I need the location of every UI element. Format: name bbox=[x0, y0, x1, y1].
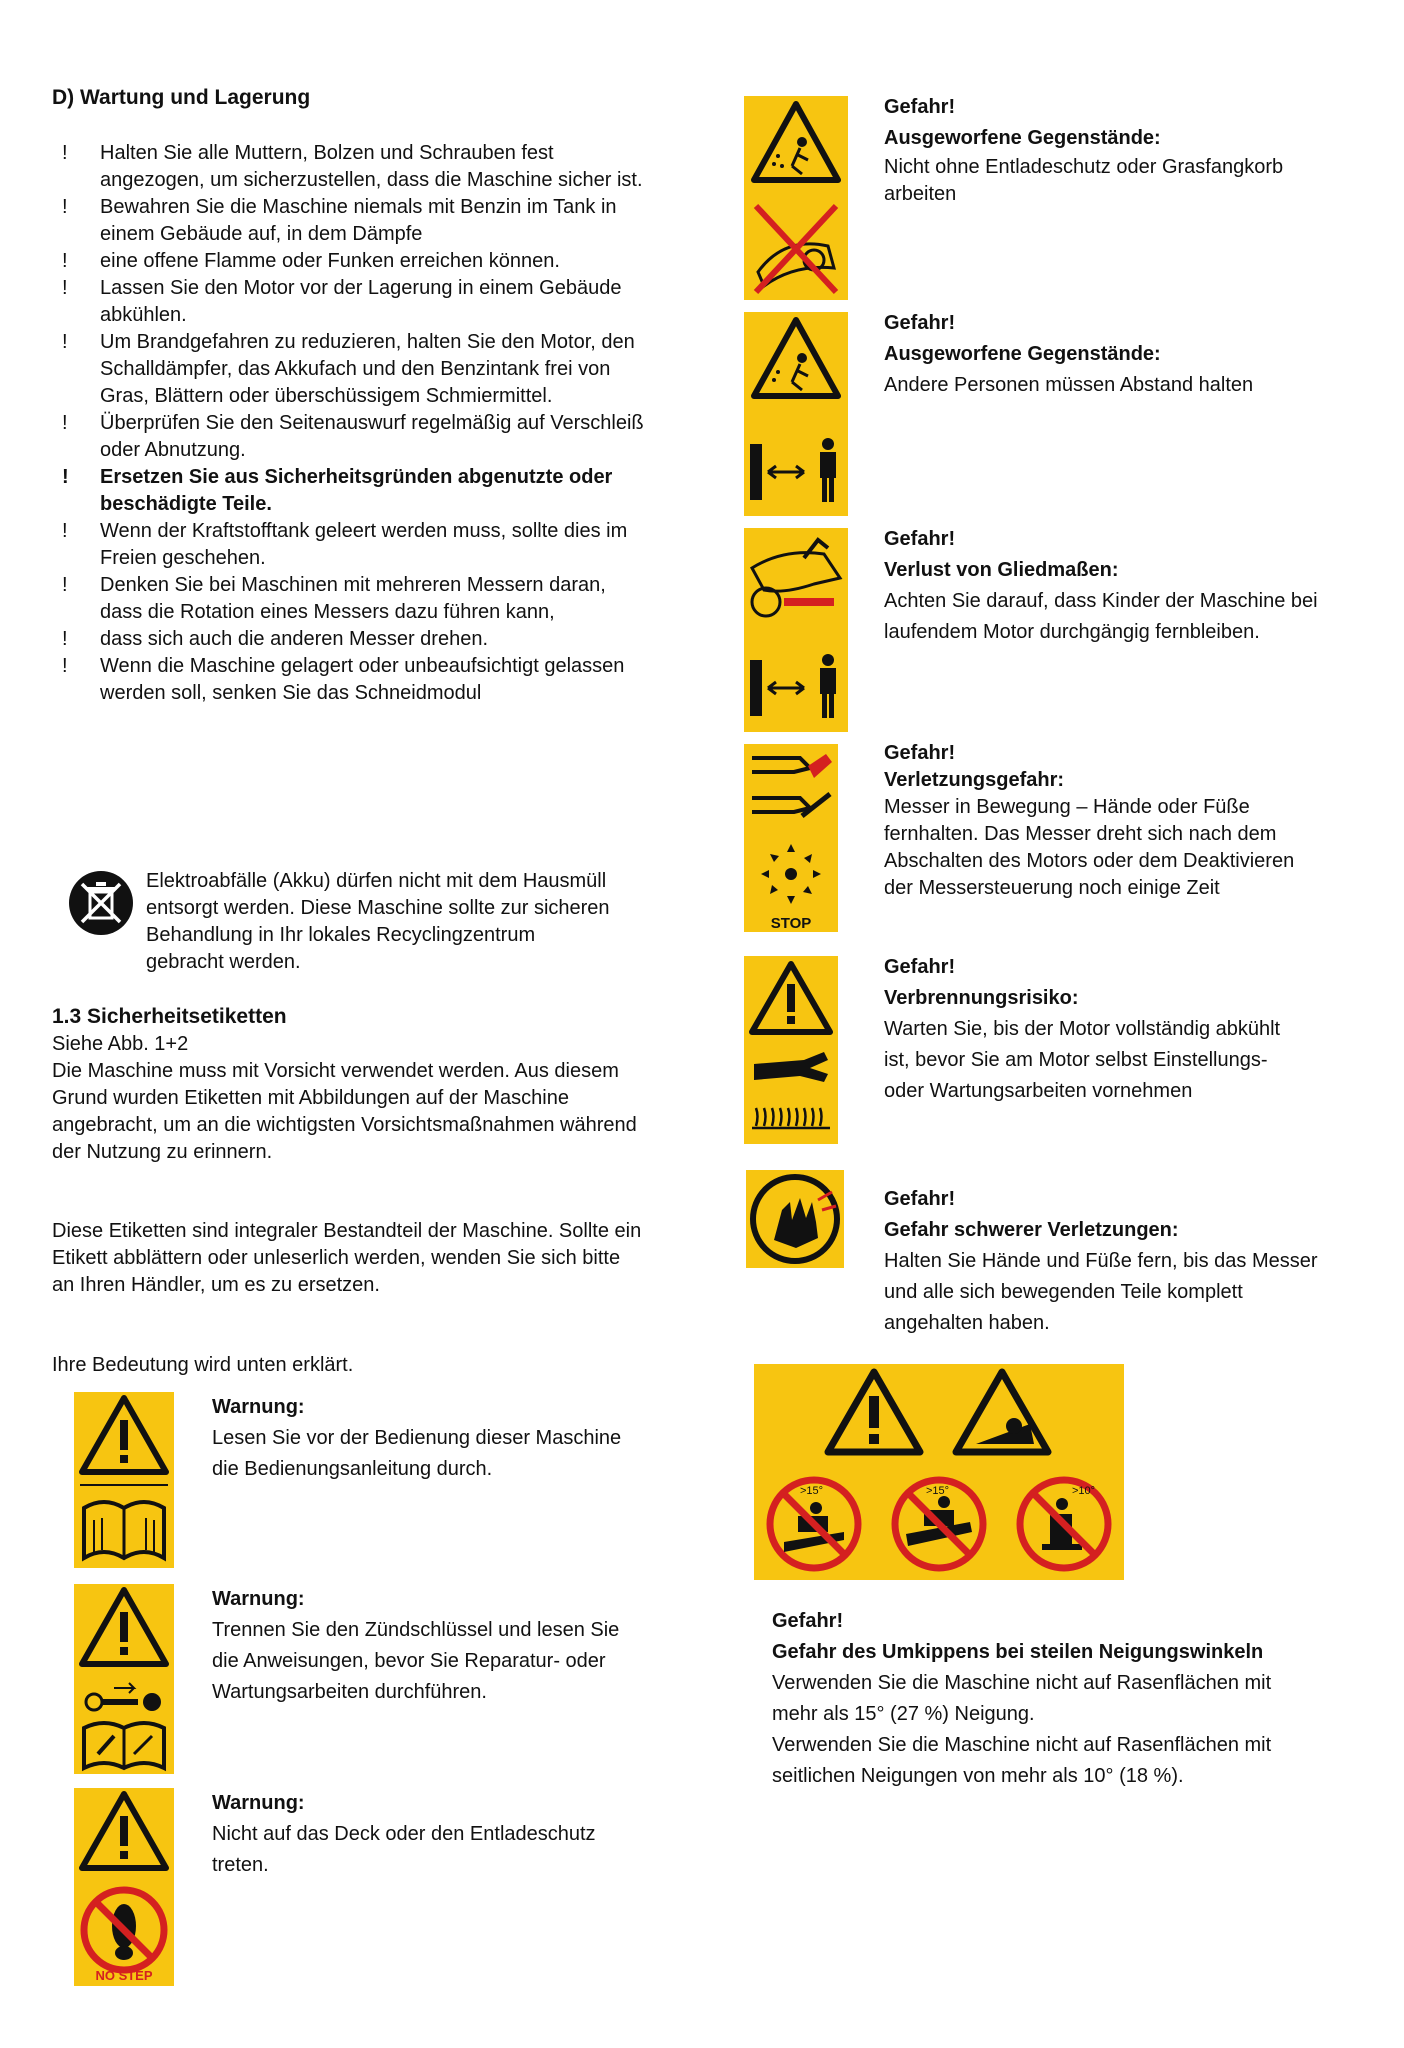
bullet-text: Halten Sie alle Muttern, Bolzen und Schrauben fest angezogen, um sicherzustellen, dass die Maschine sicher ist. bbox=[100, 142, 643, 191]
bullet-text: Bewahren Sie die Maschine niemals mit Benzin im Tank in einem Gebäude auf, in dem Dämpfe bbox=[100, 196, 617, 245]
right-label-2-subtitle: Ausgeworfene Gegenstände: bbox=[884, 343, 1161, 365]
burn-risk-label-icon bbox=[744, 956, 838, 1144]
remove-key-label-icon bbox=[74, 1584, 174, 1774]
maintenance-bullet-item bbox=[52, 329, 652, 410]
slope-icon-1-text: >15° bbox=[800, 1485, 824, 1497]
read-manual-label-icon bbox=[74, 1392, 174, 1568]
maintenance-bullet-item bbox=[52, 572, 652, 626]
slope-desc-1: Verwenden Sie die Maschine nicht auf Rasenflächen mit mehr als 15° (27 %) Neigung. bbox=[772, 1672, 1272, 1725]
maintenance-bullet-item bbox=[52, 518, 652, 572]
slope-warning-label-icon bbox=[754, 1364, 1124, 1580]
maintenance-bullet-item bbox=[52, 194, 652, 248]
meaning-paragraph: Ihre Bedeutung wird unten erklärt. bbox=[52, 1354, 354, 1376]
right-label-2-caption bbox=[884, 308, 1324, 401]
left-label-3-desc: Nicht auf das Deck oder den Entladeschutz treten. bbox=[212, 1823, 596, 1876]
bullet-marker: ! bbox=[62, 466, 69, 488]
section-d-title: D) Wartung und Lagerung bbox=[52, 86, 311, 109]
left-label-2-caption bbox=[212, 1584, 632, 1708]
slope-caption bbox=[772, 1606, 1292, 1792]
intro-paragraph: Die Maschine muss mit Vorsicht verwendet werden. Aus diesem Grund wurden Etiketten mit Abbildungen auf der Maschine angebracht, um an die wichtigsten Vorsichtsmaßnahmen während der Nutzung zu erinnern. bbox=[52, 1060, 637, 1163]
stop-icon-text: STOP bbox=[770, 915, 812, 932]
left-label-2-desc: Trennen Sie den Zündschlüssel und lesen Sie die Anweisungen, bevor Sie Reparatur- oder Wartungsarbeiten durchführen. bbox=[212, 1619, 620, 1703]
left-label-3-caption bbox=[212, 1788, 632, 1881]
right-label-4-caption bbox=[884, 740, 1304, 902]
bullet-marker: ! bbox=[62, 277, 68, 299]
maintenance-bullet-item bbox=[52, 464, 652, 518]
right-label-2-desc: Andere Personen müssen Abstand halten bbox=[884, 374, 1254, 396]
maintenance-bullet-item bbox=[52, 626, 652, 653]
thrown-objects-deflector-label-icon bbox=[744, 96, 848, 300]
right-label-1-caption bbox=[884, 92, 1324, 208]
maintenance-bullet-list bbox=[52, 140, 652, 707]
right-label-1-subtitle: Ausgeworfene Gegenstände: bbox=[884, 127, 1161, 149]
left-label-1-caption bbox=[212, 1392, 632, 1485]
bullet-marker: ! bbox=[62, 412, 68, 434]
right-label-6-desc: Halten Sie Hände und Füße fern, bis das Messer und alle sich bewegenden Teile komplett angehalten haben. bbox=[884, 1250, 1318, 1334]
bullet-marker: ! bbox=[62, 628, 68, 650]
serious-injury-label-icon bbox=[746, 1170, 844, 1268]
right-label-5-caption bbox=[884, 952, 1304, 1107]
weee-text: Elektroabfälle (Akku) dürfen nicht mit dem Hausmüll entsorgt werden. Diese Maschine sollte zur sicheren Behandlung in Ihr lokales Recyclingzentrum gebracht werden. bbox=[146, 870, 610, 973]
left-label-1-title: Warnung: bbox=[212, 1396, 305, 1418]
slope-title: Gefahr! bbox=[772, 1610, 844, 1632]
no-step-icon-text: NO STEP bbox=[95, 1968, 153, 1983]
maintenance-bullet-item bbox=[52, 653, 652, 707]
maintenance-bullet-item bbox=[52, 410, 652, 464]
maintenance-bullet-item bbox=[52, 140, 652, 194]
right-label-5-title: Gefahr! bbox=[884, 956, 956, 978]
weee-icon bbox=[68, 870, 134, 936]
right-label-4-desc: Messer in Bewegung – Hände oder Füße fernhalten. Das Messer dreht sich nach dem Abschalten des Motors oder dem Deaktivieren der Messersteuerung noch einige Zeit bbox=[884, 796, 1295, 899]
right-label-3-title: Gefahr! bbox=[884, 528, 956, 550]
moving-blade-label-icon bbox=[744, 744, 838, 932]
right-label-3-desc: Achten Sie darauf, dass Kinder der Maschine bei laufendem Motor durchgängig fernbleiben. bbox=[884, 590, 1318, 643]
bullet-text: Wenn der Kraftstofftank geleert werden muss, sollte dies im Freien geschehen. bbox=[100, 520, 628, 569]
bullet-marker: ! bbox=[62, 520, 68, 542]
bullet-marker: ! bbox=[62, 142, 68, 164]
right-label-5-subtitle: Verbrennungsrisiko: bbox=[884, 987, 1079, 1009]
slope-icon-3-text: >10° bbox=[1072, 1485, 1096, 1497]
maintenance-bullet-item bbox=[52, 248, 652, 275]
bullet-marker: ! bbox=[62, 655, 68, 677]
right-label-2-title: Gefahr! bbox=[884, 312, 956, 334]
bullet-text: Denken Sie bei Maschinen mit mehreren Messern daran, dass die Rotation eines Messers dazu führen kann, bbox=[100, 574, 606, 623]
maintenance-bullet-item bbox=[52, 275, 652, 329]
slope-icon-2-text: >15° bbox=[926, 1485, 950, 1497]
thrown-objects-distance-label-icon bbox=[744, 312, 848, 516]
bullet-text: Ersetzen Sie aus Sicherheitsgründen abgenutzte oder beschädigte Teile. bbox=[100, 466, 613, 515]
right-label-6-subtitle: Gefahr schwerer Verletzungen: bbox=[884, 1219, 1179, 1241]
no-step-label-icon bbox=[74, 1788, 174, 1986]
limb-loss-label-icon bbox=[744, 528, 848, 732]
right-label-6-title: Gefahr! bbox=[884, 1188, 956, 1210]
bullet-text: eine offene Flamme oder Funken erreichen können. bbox=[100, 250, 560, 272]
right-label-1-title: Gefahr! bbox=[884, 96, 956, 118]
bullet-marker: ! bbox=[62, 574, 68, 596]
slope-subtitle: Gefahr des Umkippens bei steilen Neigungswinkeln bbox=[772, 1641, 1264, 1663]
bullet-marker: ! bbox=[62, 331, 68, 353]
right-label-4-subtitle: Verletzungsgefahr: bbox=[884, 769, 1065, 791]
right-label-5-desc: Warten Sie, bis der Motor vollständig abkühlt ist, bevor Sie am Motor selbst Einstellungs- oder Wartungsarbeiten vornehmen bbox=[884, 1018, 1281, 1102]
left-label-1-desc: Lesen Sie vor der Bedienung dieser Maschine die Bedienungsanleitung durch. bbox=[212, 1427, 622, 1480]
left-label-3-title: Warnung: bbox=[212, 1792, 305, 1814]
bullet-text: Um Brandgefahren zu reduzieren, halten Sie den Motor, den Schalldämpfer, das Akkufach und den Benzintank frei von Gras, Blättern oder überschüssigem Schmiermittel. bbox=[100, 331, 635, 407]
bullet-marker: ! bbox=[62, 250, 68, 272]
right-label-3-caption bbox=[884, 524, 1324, 648]
bullet-text: dass sich auch die anderen Messer drehen. bbox=[100, 628, 489, 650]
right-label-4-title: Gefahr! bbox=[884, 742, 956, 764]
right-label-1-desc: Nicht ohne Entladeschutz oder Grasfangkorb arbeiten bbox=[884, 156, 1284, 205]
slope-desc-2: Verwenden Sie die Maschine nicht auf Rasenflächen mit seitlichen Neigungen von mehr als 10° (18 %). bbox=[772, 1734, 1272, 1787]
bullet-text: Lassen Sie den Motor vor der Lagerung in einem Gebäude abkühlen. bbox=[100, 277, 622, 326]
see-figure-ref: Siehe Abb. 1+2 bbox=[52, 1033, 189, 1055]
bullet-marker: ! bbox=[62, 196, 68, 218]
right-label-6-caption bbox=[884, 1184, 1324, 1339]
section-13-title: 1.3 Sicherheitsetiketten bbox=[52, 1005, 287, 1028]
left-label-2-title: Warnung: bbox=[212, 1588, 305, 1610]
bullet-text: Wenn die Maschine gelagert oder unbeaufsichtigt gelassen werden soll, senken Sie das Schneidmodul bbox=[100, 655, 625, 704]
bullet-text: Überprüfen Sie den Seitenauswurf regelmäßig auf Verschleiß oder Abnutzung. bbox=[100, 412, 644, 461]
labels-paragraph: Diese Etiketten sind integraler Bestandteil der Maschine. Sollte ein Etikett abblättern oder unleserlich werden, wenden Sie sich bitte an Ihren Händler, um es zu ersetzen. bbox=[52, 1220, 642, 1296]
right-label-3-subtitle: Verlust von Gliedmaßen: bbox=[884, 559, 1119, 581]
